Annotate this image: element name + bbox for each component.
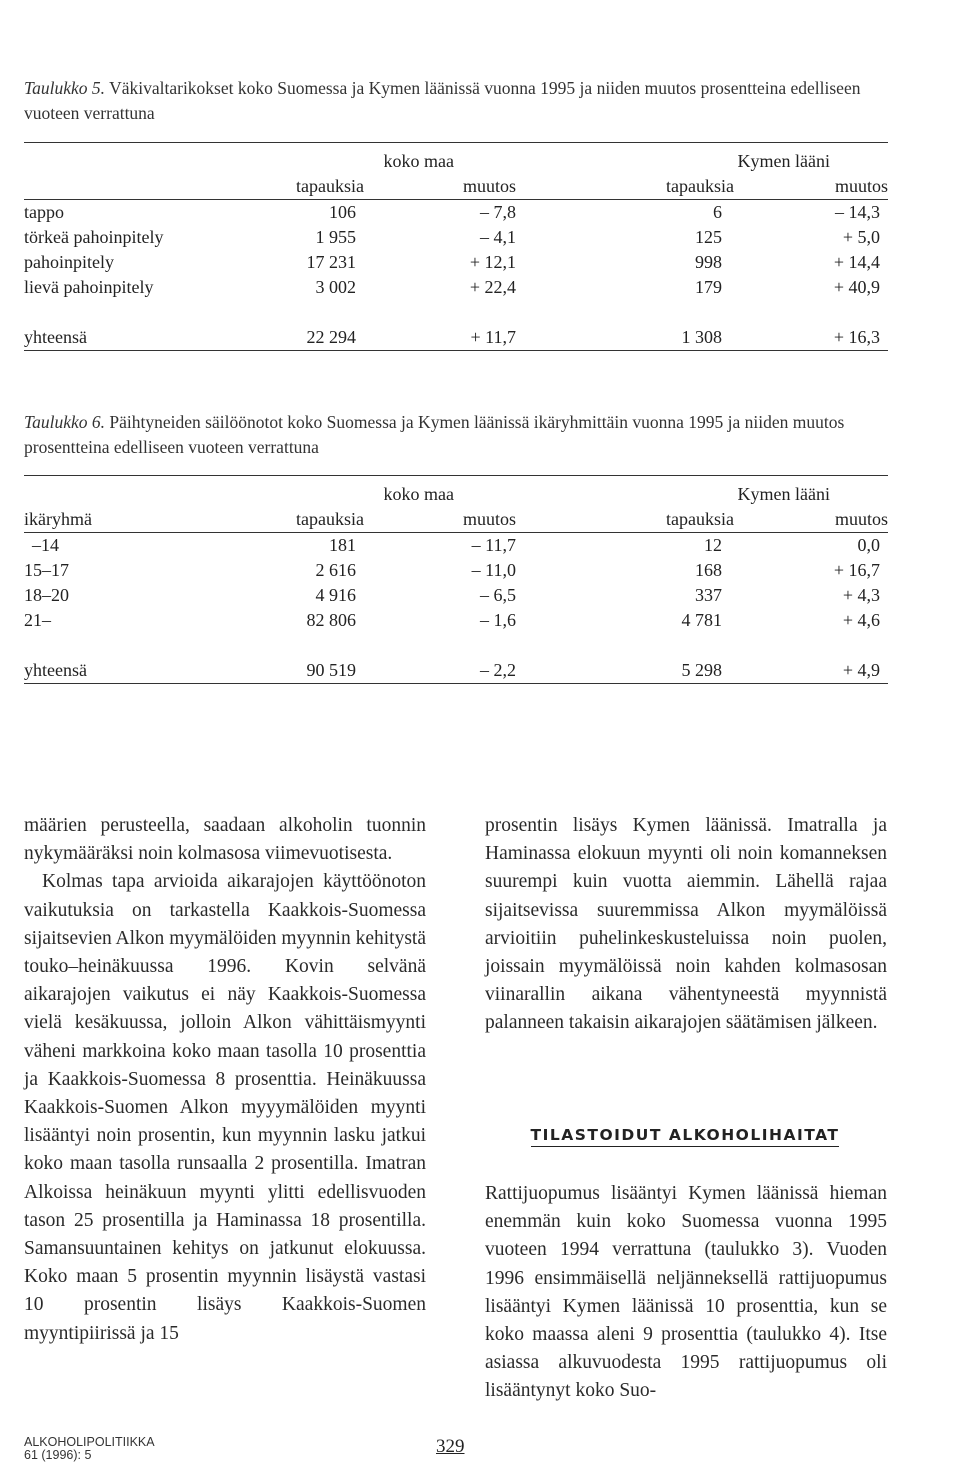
table6-ky-change: + 16,7 xyxy=(833,560,880,580)
table5-total-row xyxy=(24,325,888,351)
table5-km-change: – 7,8 xyxy=(480,202,516,222)
table6-km-cases: 4 916 xyxy=(315,585,356,605)
table5-total-km-change: + 11,7 xyxy=(364,325,516,351)
table5-ky-cases: 179 xyxy=(695,277,722,297)
table6-row-label: –14 xyxy=(32,535,59,555)
body-paragraph: prosentin lisäys Kymen läänissä. Imatralla ja Haminassa elokuun myynti oli noin komanneksen suurempi kuin vuotta aiemmin. Lähellä rajaa sijaitsevissa suuremmissa Alkon myymälöissä arvioitiin puhelinkeskusteluissa noin puolen, joissain myymälöissä noin kahden kolmasosan viinarallin aikana vähentyneestä myynnistä palanneen takaisin aikarajojen säätämisen jälkeen. xyxy=(485,815,887,1034)
table5-caption-text: Väkivaltarikokset koko Suomessa ja Kymen läänissä vuonna 1995 ja niiden muutos prosentteina edelliseen vuoteen verrattuna xyxy=(24,78,861,123)
table5-km-cases: 106 xyxy=(329,202,356,222)
table5-row-label: pahoinpitely xyxy=(24,252,114,272)
table5-caption xyxy=(24,76,890,126)
table6-total-label: yhteensä xyxy=(24,658,224,684)
table5-row-header xyxy=(24,174,224,200)
body-left-column xyxy=(24,812,426,1348)
table6-total-km-change: – 2,2 xyxy=(364,658,516,684)
table6 xyxy=(24,475,888,684)
table6-km-cases: 82 806 xyxy=(306,610,356,630)
table6-total-ky-cases: 5 298 xyxy=(516,658,734,684)
body-right-column-lower xyxy=(485,1180,887,1406)
table5 xyxy=(24,142,888,351)
table6-col-km-muutos: muutos xyxy=(364,507,516,533)
table6-row xyxy=(24,533,888,559)
section-heading-text: TILASTOIDUT ALKOHOLIHAITAT xyxy=(531,1126,840,1147)
table5-col-km-tapauksia: tapauksia xyxy=(224,174,364,200)
table5-ky-change: + 14,4 xyxy=(833,252,880,272)
journal-issue: 61 (1996): 5 xyxy=(24,1448,92,1462)
table5-ky-cases: 6 xyxy=(713,202,722,222)
table6-group-koko-maa: koko maa xyxy=(383,484,454,504)
body-paragraph: määrien perusteella, saadaan alkoholin tuonnin nykymääräksi noin kolmasosa viimevuotisesta. xyxy=(24,815,426,865)
table5-km-change: – 4,1 xyxy=(480,227,516,247)
table6-row xyxy=(24,558,888,583)
table5-col-ky-tapauksia: tapauksia xyxy=(516,174,734,200)
table5-km-cases: 1 955 xyxy=(315,227,356,247)
table6-col-ky-tapauksia: tapauksia xyxy=(516,507,734,533)
journal-name: ALKOHOLIPOLITIIKKA xyxy=(24,1435,155,1449)
table6-column-header xyxy=(24,507,888,533)
table5-group-koko-maa: koko maa xyxy=(383,151,454,171)
table6-col-ky-muutos: muutos xyxy=(734,507,888,533)
table5-total-ky-cases: 1 308 xyxy=(516,325,734,351)
table6-ky-cases: 12 xyxy=(704,535,722,555)
table6-km-cases: 2 616 xyxy=(315,560,356,580)
table6-caption xyxy=(24,410,890,460)
table6-row-label: 21– xyxy=(24,610,51,630)
table5-ky-cases: 125 xyxy=(695,227,722,247)
table5-col-km-muutos: muutos xyxy=(364,174,516,200)
table5-group-kymen-laani: Kymen lääni xyxy=(737,151,830,171)
table6-km-change: – 11,0 xyxy=(471,560,516,580)
table6-km-change: – 11,7 xyxy=(471,535,516,555)
table5-row-label: lievä pahoinpitely xyxy=(24,277,154,297)
table5-column-header xyxy=(24,174,888,200)
table5-km-change: + 22,4 xyxy=(469,277,516,297)
table5-total-label: yhteensä xyxy=(24,325,224,351)
table5-ky-cases: 998 xyxy=(695,252,722,272)
table6-ky-change: + 4,6 xyxy=(842,610,880,630)
table6-row-label: 18–20 xyxy=(24,585,69,605)
table5-group-header xyxy=(24,149,888,174)
table5-row xyxy=(24,200,888,226)
table5-row-label: törkeä pahoinpitely xyxy=(24,227,164,247)
table5-ky-change: + 40,9 xyxy=(833,277,880,297)
section-heading xyxy=(485,1126,885,1145)
table6-ky-change: 0,0 xyxy=(857,535,880,555)
table6-total-ky-change: + 4,9 xyxy=(734,658,888,684)
table5-row xyxy=(24,225,888,250)
table6-row xyxy=(24,608,888,633)
table5-km-change: + 12,1 xyxy=(469,252,516,272)
table5-row xyxy=(24,275,888,300)
body-paragraph: Kolmas tapa arvioida aikarajojen käyttöönoton vaikutuksia on tarkastella Kaakkois-Suomessa sijaitsevien Alkon myymälöiden myynnin kehitystä touko–heinäkuussa 1996. Kovin selvänä aikarajojen vaikutus ei näy Kaakkois-Suomessa vielä kesäkuussa, jolloin Alkon vähittäismyynti väheni markkoina koko maan tasolla 10 prosenttia ja Kaakkois-Suomessa 8 prosenttia. Heinäkuussa Kaakkois-Suomen Alkon myyymälöiden myynti lisääntyi noin prosentin, kun myynnin lasku jatkui koko maan tasolla runsaalla 2 prosentilla. Imatran Alkoissa heinäkuun myynti ylitti edellisvuoden tason 25 prosentilla ja Haminassa 18 prosentilla. Samansuuntainen kehitys on jatkunut elokuussa. Koko maan 5 prosentin myynnin lisäystä vastasi 10 prosentin lisäys Kaakkois-Suomen myyntipiirissä ja 15 xyxy=(24,871,426,1344)
page-number: 329 xyxy=(436,1436,465,1457)
table6-ky-cases: 4 781 xyxy=(681,610,722,630)
table5-ky-change: – 14,3 xyxy=(835,202,880,222)
table6-col-km-tapauksia: tapauksia xyxy=(224,507,364,533)
body-right-column xyxy=(485,812,887,1038)
table6-row xyxy=(24,583,888,608)
table6-row-label: 15–17 xyxy=(24,560,69,580)
table6-caption-text: Päihtyneiden säilöönotot koko Suomessa ja Kymen läänissä ikäryhmittäin vuonna 1995 ja niiden muutos prosentteina edelliseen vuoteen verrattuna xyxy=(24,412,845,457)
journal-footer xyxy=(24,1436,155,1462)
table5-total-km-cases: 22 294 xyxy=(224,325,364,351)
table5-row xyxy=(24,250,888,275)
table6-ky-cases: 337 xyxy=(695,585,722,605)
body-paragraph: Rattijuopumus lisääntyi Kymen läänissä hieman enemmän kuin koko Suomessa vuonna 1995 vuoteen 1994 verrattuna (taulukko 3). Vuoden 1996 ensimmäisellä neljänneksellä rattijuopumus lisääntyi Kymen läänissä 10 prosenttia, kun se koko maassa aleni 9 prosenttia (taulukko 4). Itse asiassa alkuvuodesta 1995 rattijuopumus oli lisääntynyt koko Suo- xyxy=(485,1183,887,1402)
table6-km-cases: 181 xyxy=(329,535,356,555)
table6-group-kymen-laani: Kymen lääni xyxy=(737,484,830,504)
table5-label: Taulukko 5. xyxy=(24,78,106,98)
table6-km-change: – 6,5 xyxy=(480,585,516,605)
table5-col-ky-muutos: muutos xyxy=(734,174,888,200)
table6-group-header xyxy=(24,482,888,507)
table5-km-cases: 3 002 xyxy=(315,277,356,297)
table5-ky-change: + 5,0 xyxy=(842,227,880,247)
table6-label: Taulukko 6. xyxy=(24,412,106,432)
table5-km-cases: 17 231 xyxy=(306,252,356,272)
table5-row-label: tappo xyxy=(24,202,64,222)
table6-total-km-cases: 90 519 xyxy=(224,658,364,684)
table6-row-header: ikäryhmä xyxy=(24,507,224,533)
table5-total-ky-change: + 16,3 xyxy=(734,325,888,351)
table6-total-row xyxy=(24,658,888,684)
table6-ky-change: + 4,3 xyxy=(842,585,880,605)
table6-ky-cases: 168 xyxy=(695,560,722,580)
table6-km-change: – 1,6 xyxy=(480,610,516,630)
